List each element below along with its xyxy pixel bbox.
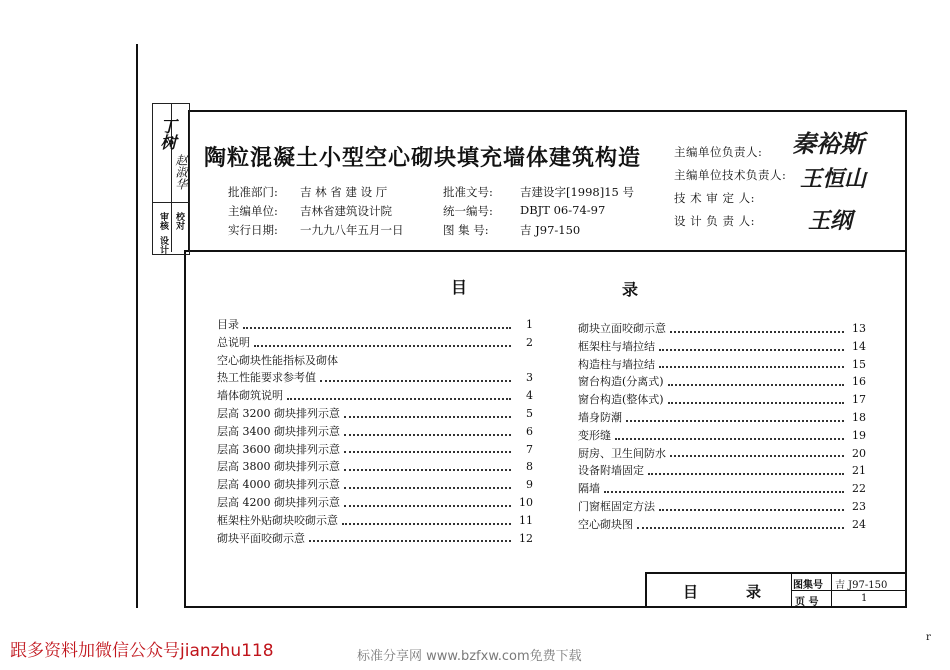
toc-item[interactable]: [578, 427, 866, 445]
toc-item-label: 层高 3200 砌块排列示意: [217, 406, 340, 420]
toc-item-page: 9: [526, 478, 533, 492]
toc-item-page: 7: [526, 442, 533, 456]
toc-item[interactable]: [217, 476, 533, 494]
toc-item-label: 砌块立面咬砌示意: [578, 322, 666, 335]
side-stamp-design: 设计: [158, 236, 168, 254]
approval-dept-value: 吉 林 省 建 设 厅: [300, 185, 388, 199]
toc-item-label: 构造柱与墙拉结: [578, 357, 655, 371]
toc-leader: [320, 380, 511, 382]
toc-item-page: 17: [852, 393, 866, 407]
toc-item[interactable]: [578, 516, 866, 534]
toc-leader: [668, 402, 844, 404]
effective-date-label: 实行日期:: [228, 223, 278, 237]
toc-item[interactable]: [578, 320, 866, 338]
toc-item-page: 13: [852, 322, 866, 335]
frame-right-border: [905, 110, 907, 608]
side-signature-scribble: 丁树: [158, 118, 177, 150]
toc-item[interactable]: [578, 356, 866, 374]
toc-item-page: 15: [852, 357, 866, 371]
title-block-atlas-label: 图集号: [793, 580, 823, 591]
chief-unit-head-label: 主编单位负责人:: [674, 145, 763, 159]
toc-item-label: 层高 3600 砌块排列示意: [217, 442, 340, 456]
approval-doc-value: 吉建设字[1998]15 号: [520, 185, 635, 199]
toc-item-label: 厨房、卫生间防水: [578, 446, 666, 460]
toc-item-label: 层高 4000 砌块排列示意: [217, 478, 340, 492]
atlas-number-label: 图 集 号:: [443, 223, 489, 237]
toc-item[interactable]: [578, 445, 866, 463]
toc-item-page: 14: [852, 339, 866, 353]
toc-leader: [287, 398, 511, 400]
toc-item-label: 框架柱与墙拉结: [578, 339, 655, 353]
design-head-label: 设 计 负 责 人:: [674, 214, 755, 228]
toc-item[interactable]: [217, 316, 533, 334]
toc-item-label: 变形缝: [578, 428, 611, 442]
binding-margin-line: [136, 44, 138, 608]
side-signature-scribble-2: 赵淑华: [174, 154, 188, 190]
side-stamp-check: 校对: [174, 212, 184, 230]
toc-item[interactable]: [217, 423, 533, 441]
toc-item[interactable]: [578, 373, 866, 391]
header-divider: [184, 250, 906, 252]
toc-item[interactable]: [578, 462, 866, 480]
toc-leader: [344, 451, 511, 453]
toc-leader: [342, 523, 511, 525]
unified-number-label: 统一编号:: [443, 204, 493, 218]
toc-right-column: [578, 320, 866, 534]
toc-item[interactable]: [578, 498, 866, 516]
toc-leader: [344, 416, 511, 418]
toc-item-page: 8: [526, 460, 533, 474]
signature-chief-tech-head: 王恒山: [800, 166, 867, 192]
toc-item-label: 墙身防潮: [578, 410, 622, 424]
toc-leader: [344, 469, 511, 471]
signature-design-head: 王纲: [808, 208, 853, 234]
toc-item-page: 21: [852, 464, 866, 478]
chief-unit-value: 吉林省建筑设计院: [300, 204, 392, 218]
toc-item-label: 热工性能要求参考值: [217, 371, 316, 385]
toc-item[interactable]: [217, 512, 533, 530]
toc-item[interactable]: [217, 387, 533, 405]
unified-number-value: DBJT 06-74-97: [520, 203, 606, 217]
toc-item-page: 6: [526, 424, 533, 438]
toc-leader: [344, 505, 511, 507]
toc-item[interactable]: [217, 494, 533, 512]
toc-leader: [626, 420, 844, 422]
toc-item[interactable]: [217, 334, 533, 352]
signature-chief-unit-head: 秦裕斯: [792, 129, 864, 158]
toc-item[interactable]: [578, 391, 866, 409]
toc-item-label: 层高 3800 砌块排列示意: [217, 460, 340, 474]
toc-item-label: 窗台构造(分离式): [578, 375, 664, 389]
toc-item-label: 空心砌块性能指标及砌体: [217, 353, 338, 367]
toc-item-page: 4: [526, 389, 533, 403]
toc-item[interactable]: [217, 441, 533, 459]
toc-leader: [309, 540, 511, 542]
toc-leader: [659, 349, 844, 351]
toc-item-label: 隔墙: [578, 482, 600, 496]
toc-leader: [243, 327, 511, 329]
toc-item[interactable]: [578, 480, 866, 498]
toc-item-page: 22: [852, 482, 866, 496]
toc-left-column: [217, 316, 533, 547]
toc-item[interactable]: [217, 405, 533, 423]
toc-leader: [604, 491, 844, 493]
approval-dept-label: 批准部门:: [228, 185, 278, 199]
toc-item-label: 砌块平面咬砌示意: [217, 531, 305, 545]
title-block-page-label: 页 号: [795, 597, 819, 608]
toc-item[interactable]: [217, 458, 533, 476]
toc-heading-right: 录: [622, 280, 639, 299]
title-block: [645, 572, 907, 608]
toc-item-label: 层高 4200 砌块排列示意: [217, 495, 340, 509]
toc-leader: [659, 509, 844, 511]
toc-leader: [344, 434, 511, 436]
frame-left-border-lower: [184, 252, 186, 608]
toc-item-label: 框架柱外贴砌块咬砌示意: [217, 513, 338, 527]
toc-item-page: 16: [852, 375, 866, 389]
toc-item[interactable]: [217, 369, 533, 387]
title-block-atlas-value: 吉 J97-150: [835, 580, 888, 591]
toc-item-page: 3: [526, 371, 533, 385]
approval-doc-label: 批准文号:: [443, 185, 493, 199]
toc-leader: [668, 384, 844, 386]
effective-date-value: 一九九八年五月一日: [300, 223, 404, 237]
document-title: 陶粒混凝土小型空心砌块填充墙体建筑构造: [204, 145, 642, 171]
toc-leader: [670, 455, 844, 457]
side-stamp-review: 审核: [158, 212, 168, 230]
toc-item-page: 2: [526, 335, 533, 349]
toc-item-page: 24: [852, 517, 866, 531]
edge-mark: r: [926, 632, 931, 643]
chief-unit-label: 主编单位:: [228, 204, 278, 218]
toc-item[interactable]: [578, 409, 866, 427]
toc-item-label: 总说明: [217, 335, 250, 349]
toc-item-page: 23: [852, 499, 866, 513]
title-block-page-value: 1: [861, 593, 868, 604]
toc-item-page: 10: [519, 495, 533, 509]
toc-leader: [670, 331, 844, 333]
toc-item-page: 20: [852, 446, 866, 460]
toc-item-label: 墙体砌筑说明: [217, 389, 283, 403]
frame-top-border: [188, 110, 907, 112]
toc-item-page: 12: [519, 531, 533, 545]
toc-item[interactable]: [578, 338, 866, 356]
toc-leader: [659, 366, 844, 368]
toc-item-label: 门窗框固定方法: [578, 499, 655, 513]
toc-item-page: 1: [526, 318, 533, 331]
toc-item-page: 19: [852, 428, 866, 442]
toc-item[interactable]: [217, 530, 533, 548]
toc-item-label: 设备附墙固定: [578, 464, 644, 478]
watermark-site: 标准分享网 www.bzfxw.com免费下载: [357, 649, 582, 664]
toc-item-label: 层高 3400 砌块排列示意: [217, 424, 340, 438]
atlas-number-value: 吉 J97-150: [520, 223, 581, 237]
toc-item-page: 11: [519, 513, 533, 527]
toc-item[interactable]: [217, 352, 533, 370]
toc-item-label: 目录: [217, 318, 239, 331]
toc-item-page: 18: [852, 410, 866, 424]
toc-leader: [648, 473, 844, 475]
side-stamp-column: [152, 103, 190, 255]
toc-item-label: 窗台构造(整体式): [578, 393, 664, 407]
toc-heading-left: 目: [451, 278, 468, 297]
toc-leader: [615, 438, 844, 440]
toc-leader: [637, 527, 844, 529]
chief-tech-head-label: 主编单位技术负责人:: [674, 168, 787, 182]
toc-item-label: 空心砌块图: [578, 517, 633, 531]
toc-leader: [254, 345, 511, 347]
toc-item-page: 5: [526, 406, 533, 420]
watermark-wechat: 跟多资料加微信公众号jianzhu118: [10, 641, 274, 661]
title-block-name-right: 录: [746, 583, 762, 601]
tech-reviewer-label: 技 术 审 定 人:: [674, 191, 755, 205]
title-block-name-left: 目: [683, 583, 699, 601]
toc-leader: [344, 487, 511, 489]
